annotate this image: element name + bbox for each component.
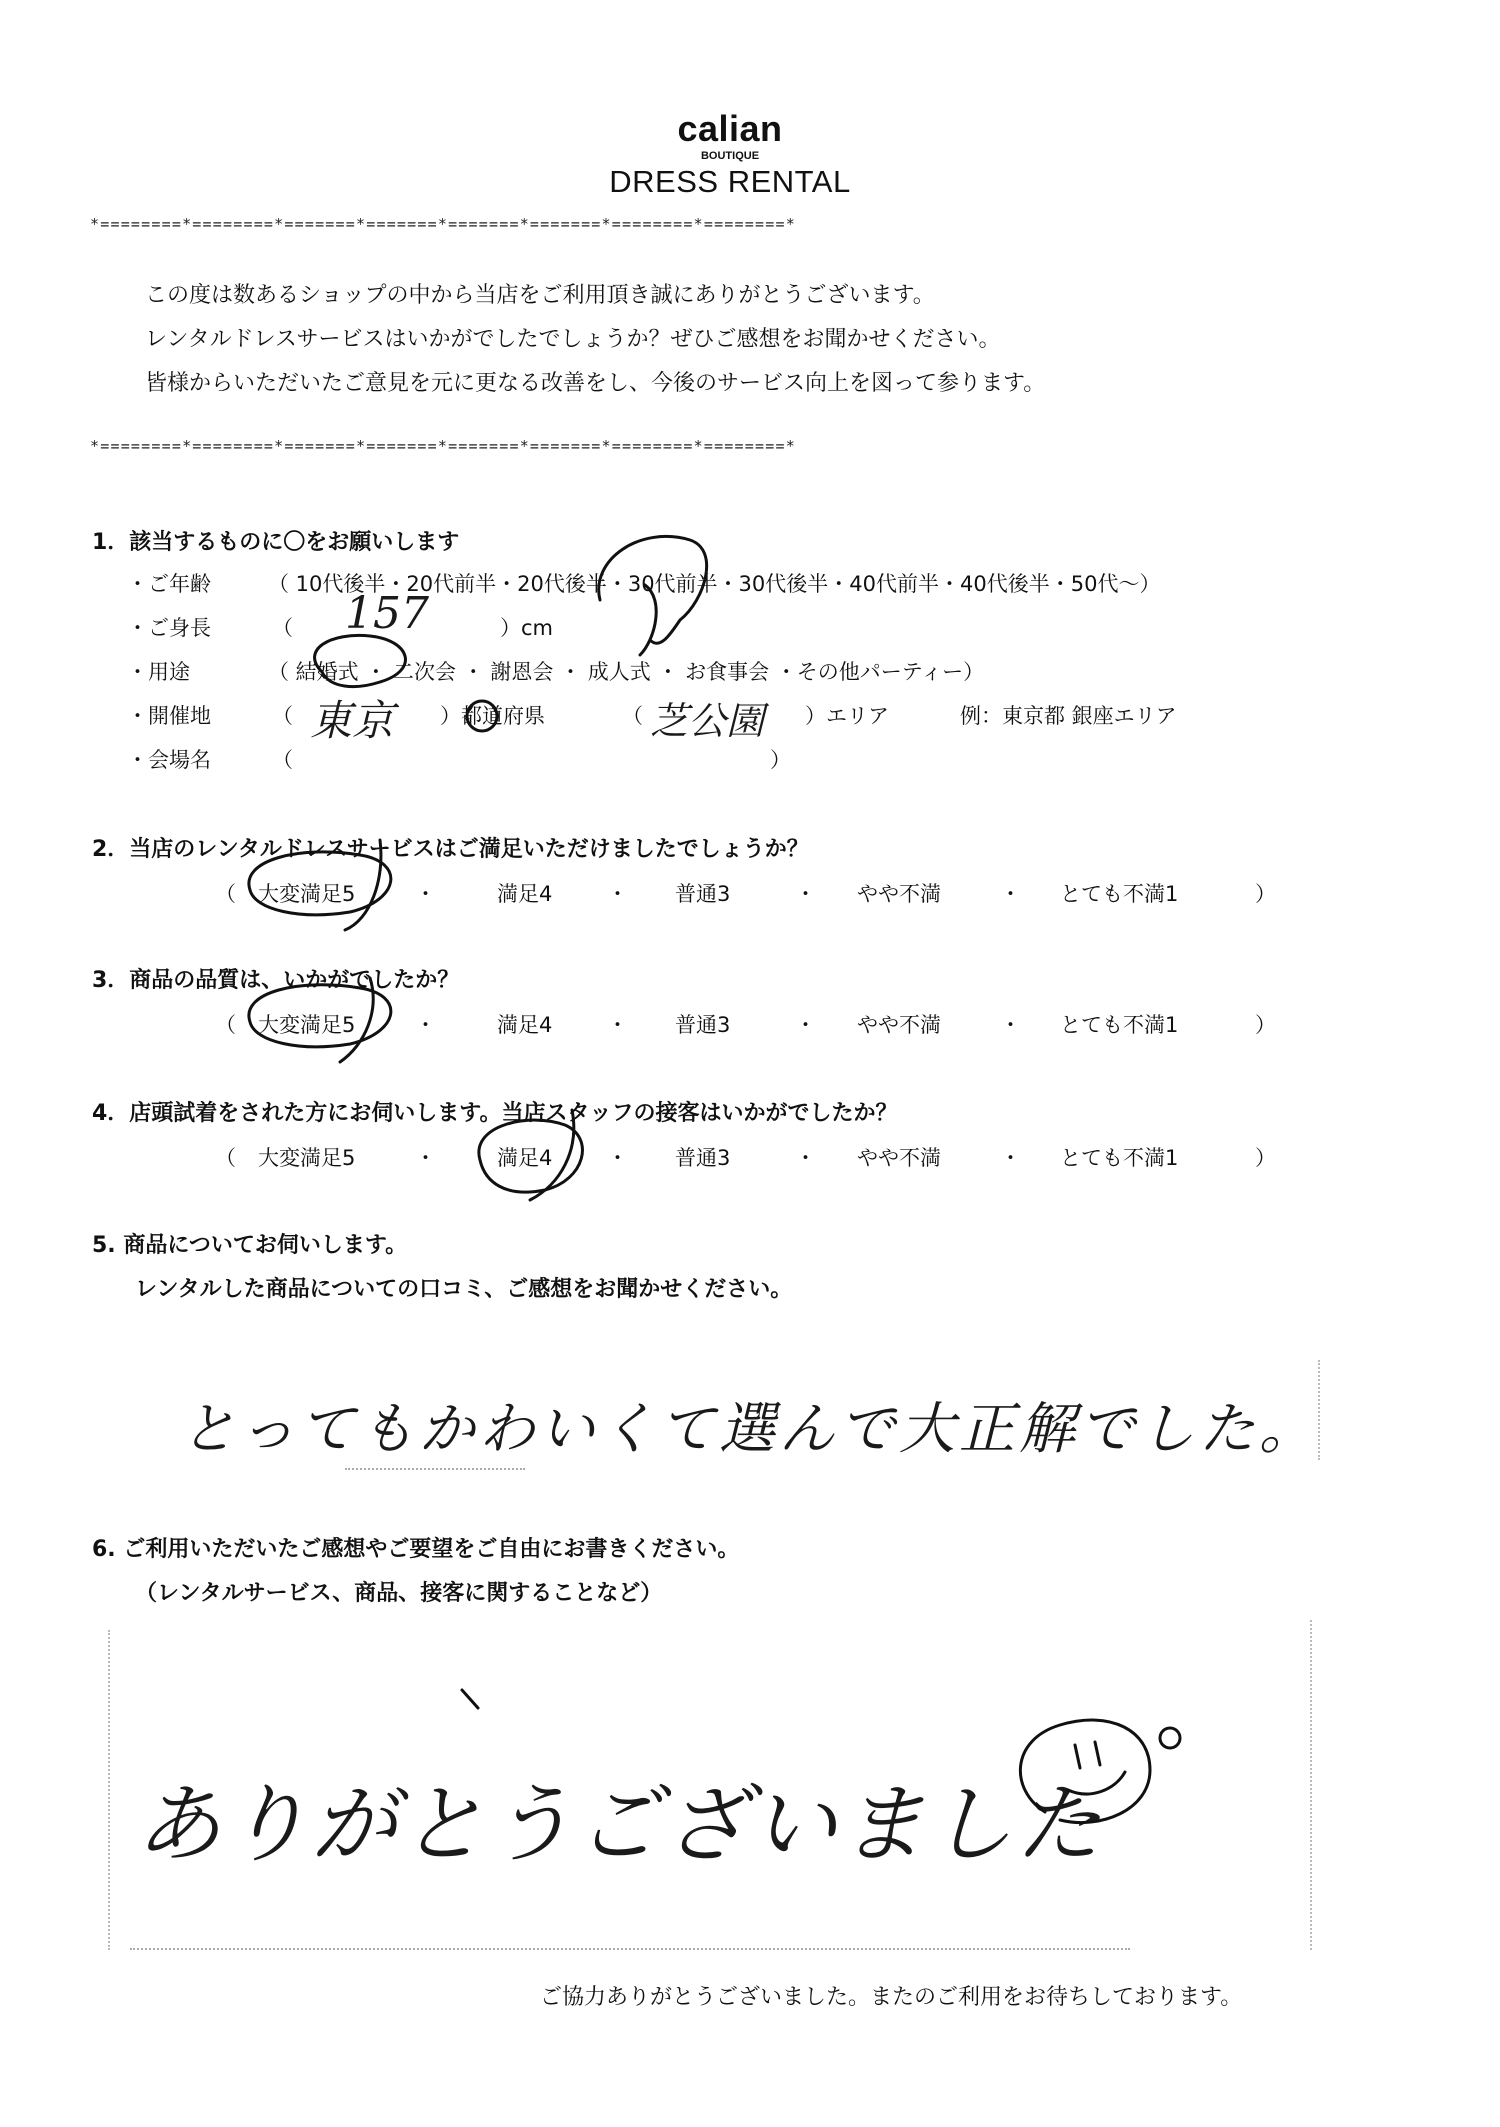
q4-option-3: 普通3 [675,1146,731,1170]
q6-title: 6. ご利用いただいたご感想やご要望をご自由にお書きください。 [92,1537,740,1562]
q5-subtitle: レンタルした商品についての口コミ、ご感想をお聞かせください。 [135,1277,793,1302]
place-pref: ）都道府県 [440,704,545,728]
venue-label: ・会場名 [127,748,211,772]
q2-option-1: とても不満1 [1060,882,1179,906]
area-close: ）エリア [805,704,889,728]
venue-open: （ [272,748,293,772]
q3-open-paren: （ [215,1013,236,1037]
q4-dot-1: ・ [415,1146,436,1170]
q4-title: 4．店頭試着をされた方にお伺いします。当店スタッフの接客はいかがでしたか？ [92,1101,898,1126]
q3-option-5: 大変満足5 [258,1013,356,1037]
use-selection-circle [315,635,406,686]
q4-dot-3: ・ [795,1146,816,1170]
footer-thanks: ご協力ありがとうございました。またのご利用をお待ちしております。 [540,1985,1243,2010]
place-label: ・開催地 [127,704,211,728]
q2-dot-3: ・ [795,882,816,906]
age-label: ・ご年齢 [127,572,211,596]
q4-dot-4: ・ [1000,1146,1021,1170]
q4-option-1: とても不満1 [1060,1146,1179,1170]
q4-option-2: やや不満 [857,1146,941,1170]
intro-line-2: レンタルドレスサービスはいかがでしたでしょうか？ぜひご感想をお聞かせください。 [145,327,1001,352]
area-value: 芝公園 [650,699,765,743]
q3-dot-2: ・ [607,1013,628,1037]
use-options: （ 結婚式 ・ 二次会 ・ 謝恩会 ・ 成人式 ・ お食事会 ・その他パーティー） [268,660,985,684]
height-value: 157 [345,588,429,639]
q2-dot-4: ・ [1000,882,1021,906]
age-options: （ 10代後半・20代前半・20代後半・30代前半・30代後半・40代前半・40代後半・50代〜） [268,572,1161,596]
pref-selection-circle [467,701,497,731]
q5-title: 5. 商品についてお伺いします。 [92,1233,408,1258]
q4-selection-circle [479,1120,583,1192]
q2-close-paren: ） [1255,882,1276,906]
q4-open-paren: （ [215,1146,236,1170]
separator-bottom: *========*========*=======*=======*=======*=======*========*========* [90,437,796,455]
q2-title: 2．当店のレンタルドレスサービスはご満足いただけましたでしょうか？ [92,837,809,862]
q3-selection-circle [249,985,391,1047]
q2-option-4: 満足4 [497,882,553,906]
q2-option-5: 大変満足5 [258,882,356,906]
q2-dot-1: ・ [415,882,436,906]
q3-option-1: とても不満1 [1060,1013,1179,1037]
q5-answer: とってもかわいくて選んで大正解でした。 [180,1397,1319,1462]
q4-close-paren: ） [1255,1146,1276,1170]
place-example: 例：東京都 銀座エリア [960,704,1177,728]
document-title: DRESS RENTAL [609,164,851,199]
q1-title: 1．該当するものに〇をお願いします [92,530,460,555]
q3-option-4: 満足4 [497,1013,553,1037]
place-value: 東京 [310,696,395,745]
brand-logo: calian [677,108,783,149]
q2-dot-2: ・ [607,882,628,906]
separator-top: *========*========*=======*=======*=======*=======*========*========* [90,215,796,233]
area-open: （ [622,704,643,728]
smiley-hair-curl [1160,1728,1180,1748]
smiley-mouth [1068,1772,1125,1794]
use-label: ・用途 [127,660,190,684]
q2-open-paren: （ [215,882,236,906]
q3-option-3: 普通3 [675,1013,731,1037]
q2-option-3: 普通3 [675,882,731,906]
height-unit: ）cm [500,616,554,640]
q4-dot-2: ・ [607,1146,628,1170]
smiley-face [1020,1720,1150,1823]
brand-sub: BOUTIQUE [700,150,760,162]
q3-dot-4: ・ [1000,1013,1021,1037]
q3-option-2: やや不満 [857,1013,941,1037]
venue-close: ） [770,748,791,772]
q3-dot-1: ・ [415,1013,436,1037]
intro-line-1: この度は数あるショップの中から当店をご利用頂き誠にありがとうございます。 [145,283,935,308]
q6-answer: ありがとうございました [135,1775,1103,1875]
q4-option-5: 大変満足5 [258,1146,356,1170]
q3-dot-3: ・ [795,1013,816,1037]
q4-option-4: 満足4 [497,1146,553,1170]
age-selection-circle [599,536,707,643]
height-mark [640,585,656,655]
q3-close-paren: ） [1255,1013,1276,1037]
q3-title: 3．商品の品質は、いかがでしたか？ [92,968,460,993]
q6-subtitle: （レンタルサービス、商品、接客に関することなど） [135,1581,663,1606]
place-open: （ [272,704,293,728]
smiley-eyes [1075,1742,1100,1768]
q2-option-2: やや不満 [857,882,941,906]
q6-accent-stroke [462,1690,478,1708]
height-label: ・ご身長 [127,616,211,640]
intro-line-3: 皆様からいただいたご意見を元に更なる改善をし、今後のサービス向上を図って参ります。 [145,371,1046,396]
height-open: （ [272,616,293,640]
